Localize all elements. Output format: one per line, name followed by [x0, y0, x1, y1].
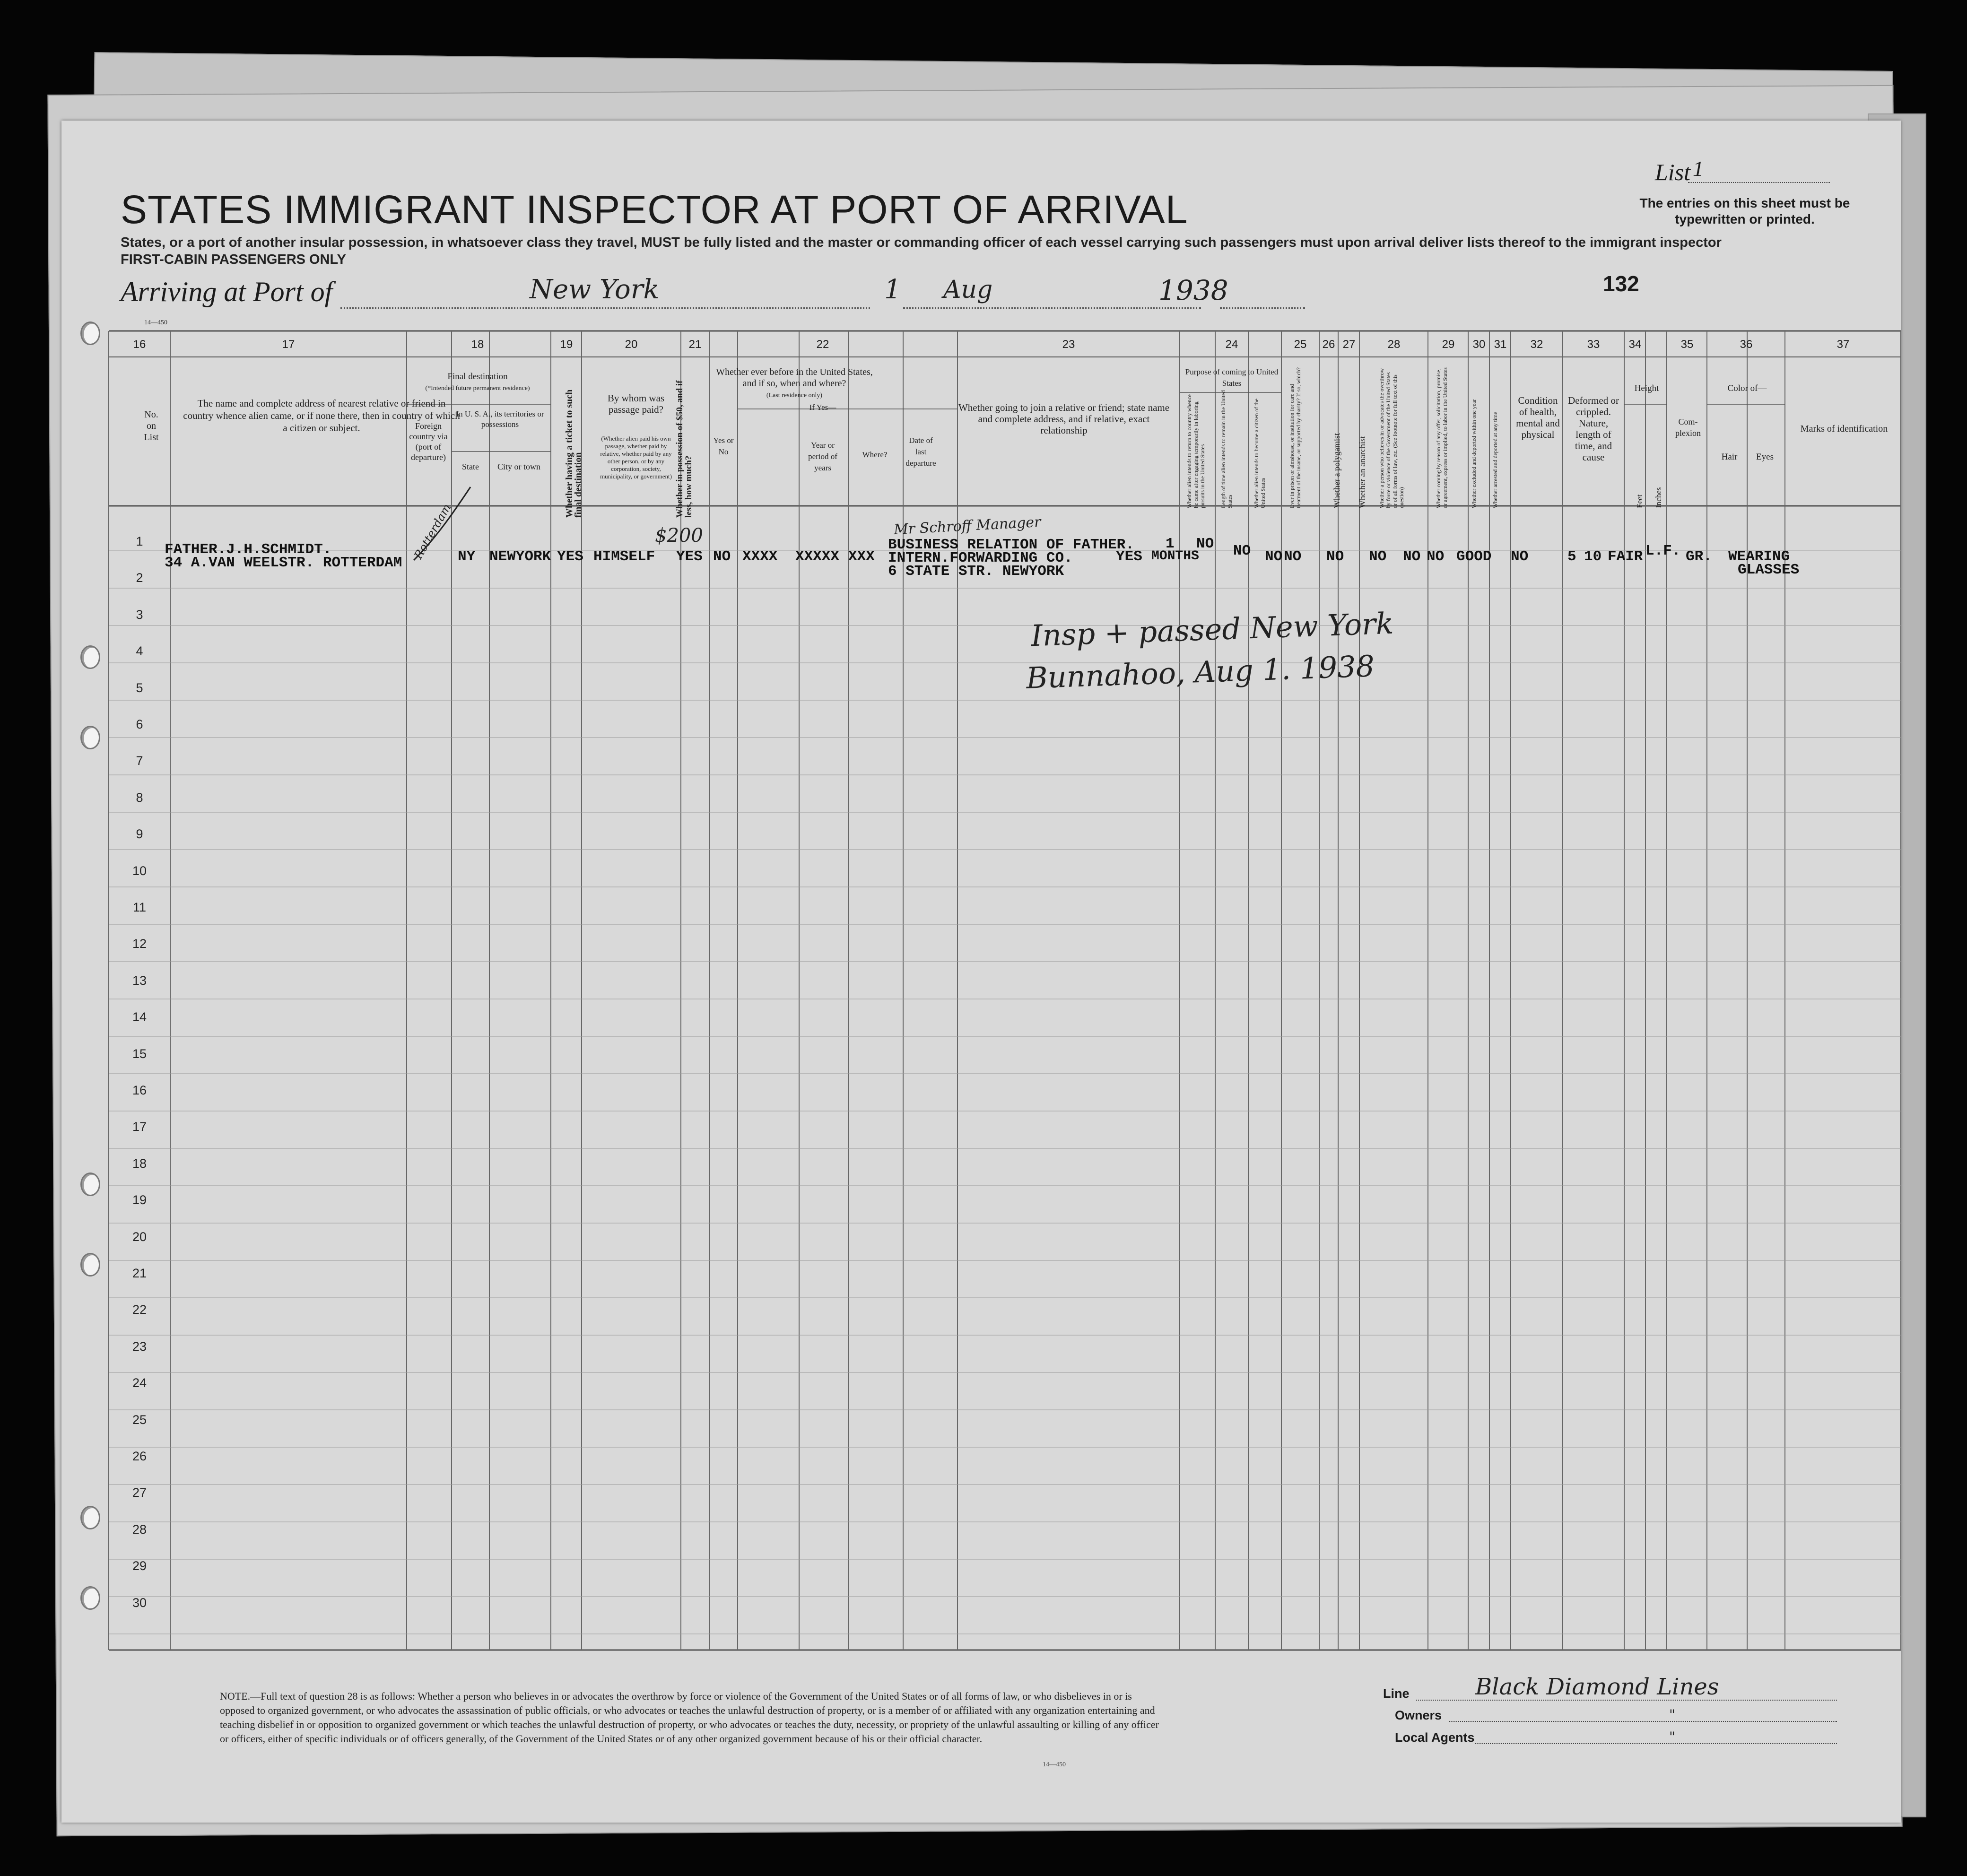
col-36-header: Color of— — [1727, 383, 1767, 393]
col-22-header: Whether ever before in the United States, and if so, when and where? — [716, 367, 873, 389]
health-value: GOOD — [1456, 548, 1492, 565]
col-34-header: Height — [1634, 383, 1659, 393]
col-25-header: Ever in prison or almshouse, or institution for care and treatment of the insane, or supported by charity? If so, which? — [1288, 367, 1302, 508]
col-36-eyes: Eyes — [1756, 452, 1774, 462]
column-number-37: 37 — [1836, 338, 1850, 351]
list-number: 1 — [1693, 156, 1704, 181]
prior-year: XXXX — [742, 548, 778, 565]
join-company: INTERN.FORWARDING CO. — [888, 550, 1073, 566]
money-handwritten: $200 — [655, 525, 703, 547]
col-32-header: Condition of health, mental and physical — [1516, 395, 1560, 440]
row-number: 6 — [136, 717, 143, 731]
column-number-16: 16 — [133, 338, 146, 351]
year-value: 1938 — [1158, 274, 1228, 306]
prison-value: NO — [1233, 543, 1251, 559]
row-number: 29 — [132, 1559, 147, 1573]
inspector-note-line1: Insp + passed New York — [1030, 606, 1394, 653]
col-18-foreign: Foreign country via (port of departure) — [409, 421, 448, 462]
row-number: 23 — [132, 1339, 147, 1354]
col-29-header: Whether coming by reason of any offer, solicitation, promise, or agreement, express or implied, to labor in the United States — [1435, 367, 1448, 508]
agents-underline — [1475, 1743, 1837, 1744]
dest-city: NEWYORK — [489, 548, 551, 565]
column-number-20: 20 — [625, 338, 638, 351]
col-18-city: City or town — [497, 462, 540, 471]
row-number: 30 — [132, 1595, 147, 1610]
col-18-state: State — [462, 462, 479, 471]
before-in-us: NO — [713, 548, 731, 565]
day-value: 1 — [884, 274, 901, 305]
col-27-header: Whether an anarchist — [1358, 436, 1367, 508]
column-number-21: 21 — [688, 338, 702, 351]
citizen-intent: NO — [1196, 536, 1214, 552]
row-number: 5 — [136, 680, 143, 695]
col-23-header: Whether going to join a relative or friend; state name and complete address, and if relative, exact relationship — [958, 402, 1170, 436]
class-line: FIRST-CABIN PASSENGERS ONLY — [121, 252, 346, 267]
line-label: Line — [1383, 1686, 1410, 1701]
col-17-header: The name and complete address of nearest relative or friend in country whence alien came, or if none there, then in country of which a citizen or subject. — [183, 398, 460, 434]
form-number-bottom: 14—450 — [1043, 1761, 1066, 1768]
col-22-yesno: Yes or No — [713, 436, 734, 456]
col-20-note: (Whether alien paid his own passage, whether paid by relative, whether paid by any other person, or by any corporation, society, municipality, or government) — [600, 435, 672, 480]
col-31-header: Whether arrested and deported at any time — [1492, 412, 1498, 508]
col-34-feet: Feet — [1635, 494, 1644, 508]
money-value: YES — [676, 548, 703, 565]
row-number: 12 — [132, 937, 147, 951]
row-number: 4 — [136, 644, 143, 659]
stay-length-unit: MONTHS — [1151, 549, 1199, 564]
column-number-35: 35 — [1680, 338, 1694, 351]
line-value: Black Diamond Lines — [1475, 1674, 1719, 1700]
arriving-label: Arriving at Port of — [121, 276, 333, 307]
col-22-where: Where? — [862, 450, 888, 459]
owners-underline — [1449, 1721, 1837, 1722]
page-number: 132 — [1603, 271, 1639, 296]
row-number: 25 — [132, 1412, 147, 1427]
row-number: 10 — [132, 863, 147, 878]
row-number: 18 — [132, 1156, 147, 1171]
row-number: 22 — [132, 1303, 147, 1317]
column-number-36: 36 — [1740, 338, 1753, 351]
row-number: 16 — [132, 1083, 147, 1097]
relative-name: FATHER.J.H.SCHMIDT. — [165, 541, 332, 558]
marks-line1: WEARING — [1728, 548, 1790, 565]
row-number: 28 — [132, 1522, 147, 1537]
col-24-sub-c: Whether alien intends to become a citizen of the United States — [1253, 399, 1266, 508]
col-19-header: Whether having a ticket to such final destination — [564, 389, 583, 518]
row-number: 24 — [132, 1376, 147, 1390]
join-relation: BUSINESS RELATION OF FATHER. — [888, 537, 1134, 553]
hair-value: L.F. — [1645, 543, 1681, 559]
col-33-header: Deformed or crippled. Nature, length of time, and cause — [1568, 395, 1619, 463]
col-20-header: By whom was passage paid? — [607, 392, 665, 415]
prior-departure: XXX — [848, 548, 875, 565]
col-22-note: (Last residence only) — [766, 392, 823, 399]
row-number: 7 — [136, 754, 143, 768]
form-title: STATES IMMIGRANT INSPECTOR AT PORT OF ARRIVAL — [121, 187, 1188, 232]
col-22-year: Year or period of years — [808, 441, 837, 472]
prior-where: XXXXX — [795, 548, 840, 565]
column-number-24: 24 — [1225, 338, 1238, 351]
column-number-32: 32 — [1530, 338, 1543, 351]
relative-address: 34 A.VAN WEELSTR. ROTTERDAM — [165, 555, 402, 571]
col-18-usa: In U. S. A., its territories or possessions — [456, 409, 544, 429]
col-24-sub-a: Whether alien intends to return to country whence he came after engaging temporarily in laboring pursuits in the United States — [1186, 394, 1206, 508]
foreign-port: Rotterdam — [411, 501, 454, 562]
q31-value: NO — [1427, 548, 1445, 565]
ticket-value: YES — [557, 548, 583, 565]
row-number: 11 — [132, 900, 147, 914]
join-handwritten: Mr Schroff Manager — [893, 513, 1042, 538]
marks-line2: GLASSES — [1738, 562, 1800, 578]
col-30-header: Whether excluded and deported within one year — [1471, 399, 1477, 508]
col-34-inches: Inches — [1654, 487, 1663, 508]
column-number-17: 17 — [282, 338, 295, 351]
column-number-33: 33 — [1587, 338, 1600, 351]
col-35-header: Com- plexion — [1675, 417, 1701, 438]
dest-state: NY — [458, 548, 476, 565]
col-24-header: Purpose of coming to United States — [1185, 367, 1279, 388]
q29-value: NO — [1369, 548, 1387, 565]
polygamist-value: NO — [1265, 548, 1283, 565]
owners-label: Owners — [1395, 1708, 1442, 1722]
row-number: 3 — [136, 607, 143, 622]
agents-label: Local Agents — [1395, 1730, 1475, 1745]
row-number: 21 — [132, 1266, 147, 1280]
row-number: 2 — [136, 571, 143, 585]
agents-value: " — [1669, 1729, 1675, 1745]
column-number-22: 22 — [816, 338, 829, 351]
column-number-23: 23 — [1062, 338, 1075, 351]
complexion-value: FAIR — [1608, 548, 1643, 565]
row-number: 19 — [132, 1193, 147, 1207]
form-subtitle: States, or a port of another insular possession, in whatsoever class they travel, MUST be fully listed and the master or commanding officer of each vessel carrying such passengers must upon arrival deliver lists thereof to the immigrant inspector — [121, 235, 1722, 250]
column-number-31: 31 — [1494, 338, 1507, 351]
col-24-sub-b: Length of time alien intends to remain in the United States — [1220, 390, 1233, 508]
row-number: 20 — [132, 1229, 147, 1244]
eyes-value: GR. — [1686, 548, 1712, 565]
paid-by-value: HIMSELF — [593, 548, 655, 565]
row-number: 9 — [136, 827, 143, 842]
col-22-date: Date of last departure — [905, 436, 936, 468]
col-37-header: Marks of identification — [1800, 424, 1888, 434]
column-number-26: 26 — [1322, 338, 1335, 351]
column-number-29: 29 — [1442, 338, 1455, 351]
row-number: 27 — [132, 1485, 147, 1500]
stay-length-num: 1 — [1166, 536, 1175, 552]
column-number-34: 34 — [1628, 338, 1642, 351]
col-22-ifyes: If Yes— — [809, 403, 836, 412]
list-label: List — [1655, 159, 1691, 185]
column-number-28: 28 — [1387, 338, 1401, 351]
column-number-19: 19 — [560, 338, 573, 351]
anarchist-value: NO — [1284, 548, 1302, 565]
q28-value: NO — [1326, 548, 1344, 565]
q30-value: NO — [1403, 548, 1421, 565]
month-value: Aug — [943, 276, 993, 304]
form-number-top: 14—450 — [144, 319, 167, 326]
col-36-hair: Hair — [1721, 452, 1738, 462]
join-address: 6 STATE STR. NEWYORK — [888, 563, 1064, 580]
height-inches: 10 — [1584, 548, 1602, 565]
col-18-note: (*Intended future permanent residence) — [425, 385, 530, 392]
col-16-header: No. on List — [144, 409, 159, 443]
row-number: 8 — [136, 790, 143, 805]
col-26-header: Whether a polygamist — [1332, 433, 1341, 508]
col-21-header: Whether in possession of $50, and if less, how much? — [675, 380, 694, 518]
column-number-27: 27 — [1342, 338, 1356, 351]
col-18-header: Final destination — [447, 372, 508, 382]
table-grid — [61, 121, 1901, 1823]
deformed-value: NO — [1511, 548, 1529, 565]
footnote-q28: NOTE.—Full text of question 28 is as follows: Whether a person who believes in or advocates the overthrow by force or violence of the Government of the United States or of all forms of law, or who disbelieves in or is opposed to organized government, or who advocates the assassination of public officials, or who advocates or teaches the unlawful destruction of property, or is a member of or affiliated with any organization entertaining and teaching disbelief in or opposition to organized government or which teaches the unlawful destruction of property, or who advocates or teaches the duty, necessity, or propriety of the unlawful assaulting or killing of any officer or officers, either of specific individuals or of officers generally, of the Government of the United States or of any other organized government because of his or their official character. — [220, 1690, 1159, 1745]
row-number: 13 — [132, 973, 147, 988]
port-value: New York — [530, 274, 660, 305]
row-number: 1 — [136, 534, 143, 548]
manifest-sheet — [61, 121, 1901, 1823]
row-number: 15 — [132, 1046, 147, 1061]
inspector-note-line2: Bunnahoo, Aug 1. 1938 — [1025, 649, 1375, 695]
entries-note: The entries on this sheet must be typewritten or printed. — [1639, 196, 1850, 226]
column-number-18: 18 — [471, 338, 484, 351]
row-number: 14 — [132, 1010, 147, 1025]
column-number-25: 25 — [1294, 338, 1307, 351]
owners-value: " — [1669, 1707, 1675, 1722]
row-number: 26 — [132, 1449, 147, 1463]
height-feet: 5 — [1567, 548, 1576, 565]
col-28-header: Whether a person who believes in or advocates the overthrow by force or violence of the Government of the United States or of all forms of law, etc. (See footnote for full text of this question) — [1378, 368, 1405, 508]
column-number-30: 30 — [1472, 338, 1486, 351]
row-number: 17 — [132, 1120, 147, 1134]
return-home: YES — [1116, 548, 1142, 565]
